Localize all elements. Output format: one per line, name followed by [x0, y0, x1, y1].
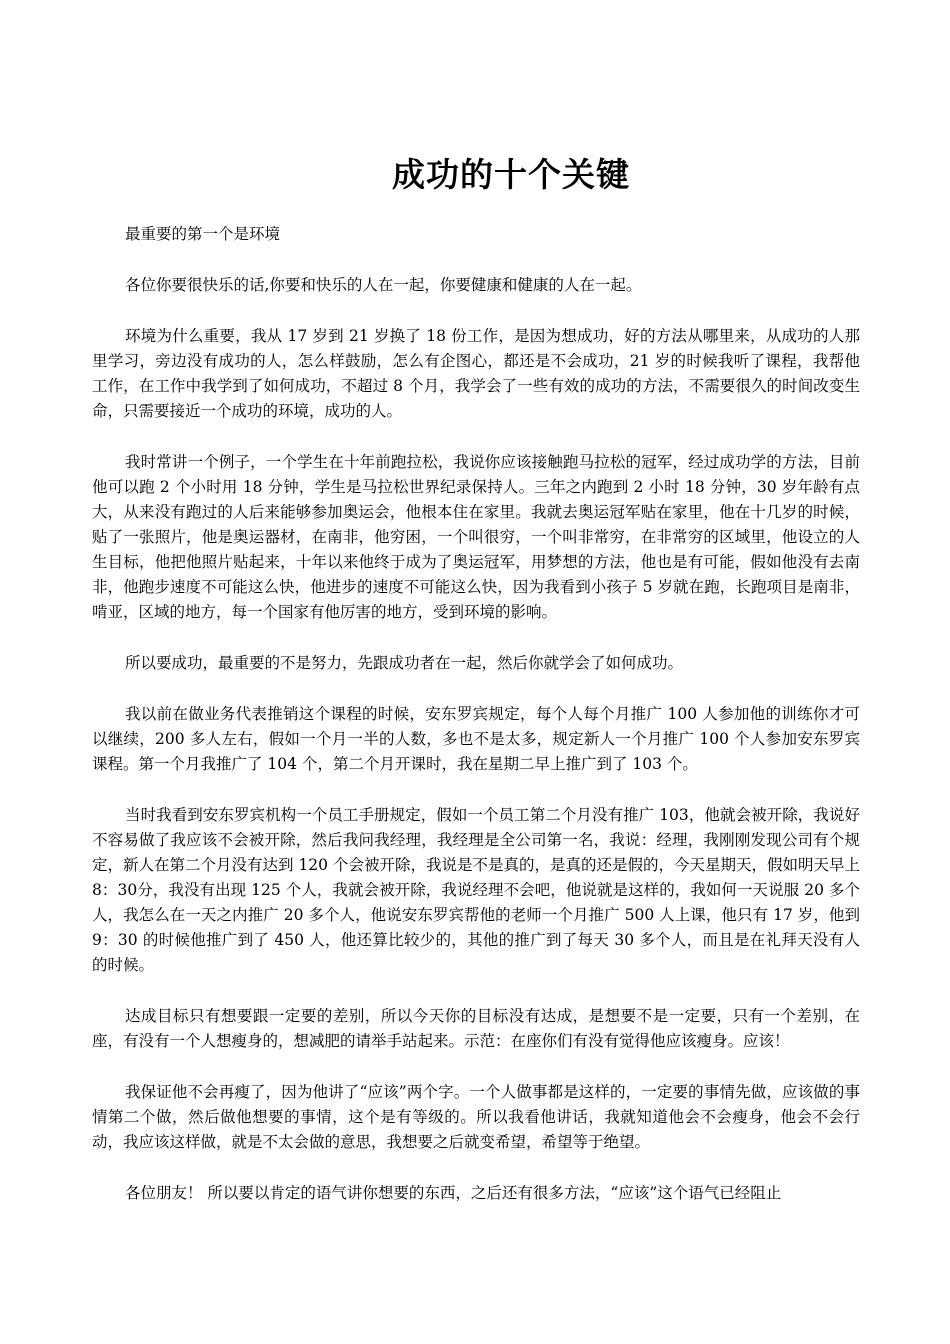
paragraph: 当时我看到安东罗宾机构一个员工手册规定，假如一个员工第二个月没有推广 103，他就会被开除，我说好不容易做了我应该不会被开除，然后我问我经理，我经理是全公司第一名，我说：经理，我刚刚发现公司有个规定，新人在第二个月没有达到 120 个会被开除，我说是不是真的，是真的还是假的，今天星期天，假如明天早上 8：30分，我没有出现 125 个人，我就会被开除，我说经理不会吧，他说就是这样的，我如何一天说服 20 多个人，我怎么在一天之内推广 20 多个人，他说安东罗宾帮他的老师一个月推广 500 人上课，他只有 17 岁，他到 9：30 的时候他推广到了 450 人，他还算比较少的，其他的推广到了每天 30 多个人，而且是在礼拜天没有人的时候。: [92, 806, 860, 974]
paragraph: 各位朋友！ 所以要以肯定的语气讲你想要的东西，之后还有很多方法，“应该”这个语气已经阻止: [125, 1184, 782, 1202]
paragraph: 所以要成功，最重要的不是努力，先跟成功者在一起，然后你就学会了如何成功。: [125, 654, 684, 672]
paragraph: 环境为什么重要，我从 17 岁到 21 岁换了 18 份工作，是因为想成功，好的方法从哪里来，从成功的人那里学习，旁边没有成功的人，怎么样鼓励，怎么有企图心，都还是不会成功，21 岁的时候我听了课程，我帮他工作，在工作中我学到了如何成功，不超过 8 个月，我学会了一些有效的成功的方法，不需要很久的时间改变生命，只需要接近一个成功的环境，成功的人。: [92, 327, 860, 420]
paragraph: 我时常讲一个例子，一个学生在十年前跑拉松，我说你应该接触跑马拉松的冠军，经过成功学的方法，目前他可以跑 2 个小时用 18 分钟，学生是马拉松世界纪录保持人。三年之内跑到 2 小时 18 分钟，30 岁年龄有点大，从来没有跑过的人后来能够参加奥运会，他根本住在家里。我就去奥运冠军贴在家里，他在十几岁的时候，贴了一张照片，他是奥运器材，在南非，他穷困，一个叫很穷，一个叫非常穷，在非常穷的区域里，他设立的人生目标，他把他照片贴起来，十年以来他终于成为了奥运冠军，用梦想的方法，他也是有可能，假如他没有去南非，他跑步速度不可能这么快，他进步的速度不可能这么快，因为我看到小孩子 5 岁就在跑，长跑项目是南非，啃亚，区域的地方，每一个国家有他厉害的地方，受到环境的影响。: [92, 453, 860, 621]
paragraph-heading: 最重要的第一个是环境: [125, 225, 281, 243]
paragraph: 各位你要很快乐的话,你要和快乐的人在一起，你要健康和健康的人在一起。: [125, 276, 642, 294]
document-body: [92, 222, 860, 1232]
paragraph: 我以前在做业务代表推销这个课程的时候，安东罗宾规定，每个人每个月推广 100 人参加他的训练你才可以继续，200 多人左右，假如一个月一半的人数，多也不是太多，规定新人一个月推广 100 个人参加安东罗宾课程。第一个月我推广了 104 个，第二个月开课时，我在星期二早上推广到了 103 个。: [92, 705, 860, 773]
paragraph: 达成目标只有想要跟一定要的差别，所以今天你的目标没有达成，是想要不是一定要，只有一个差别，在座，有没有一个人想瘦身的，想减肥的请举手站起来。示范：在座你们有没有觉得他应该瘦身。应该！: [92, 1007, 860, 1050]
paragraph: 我保证他不会再瘦了，因为他讲了“应该”两个字。一个人做事都是这样的，一定要的事情先做，应该做的事情第二个做，然后做他想要的事情，这个是有等级的。所以我看他讲话，我就知道他会不会瘦身，他会不会行动，我应该这样做，就是不太会做的意思，我想要之后就变希望，希望等于绝望。: [92, 1083, 860, 1151]
document-title: 成功的十个关键: [392, 155, 630, 194]
